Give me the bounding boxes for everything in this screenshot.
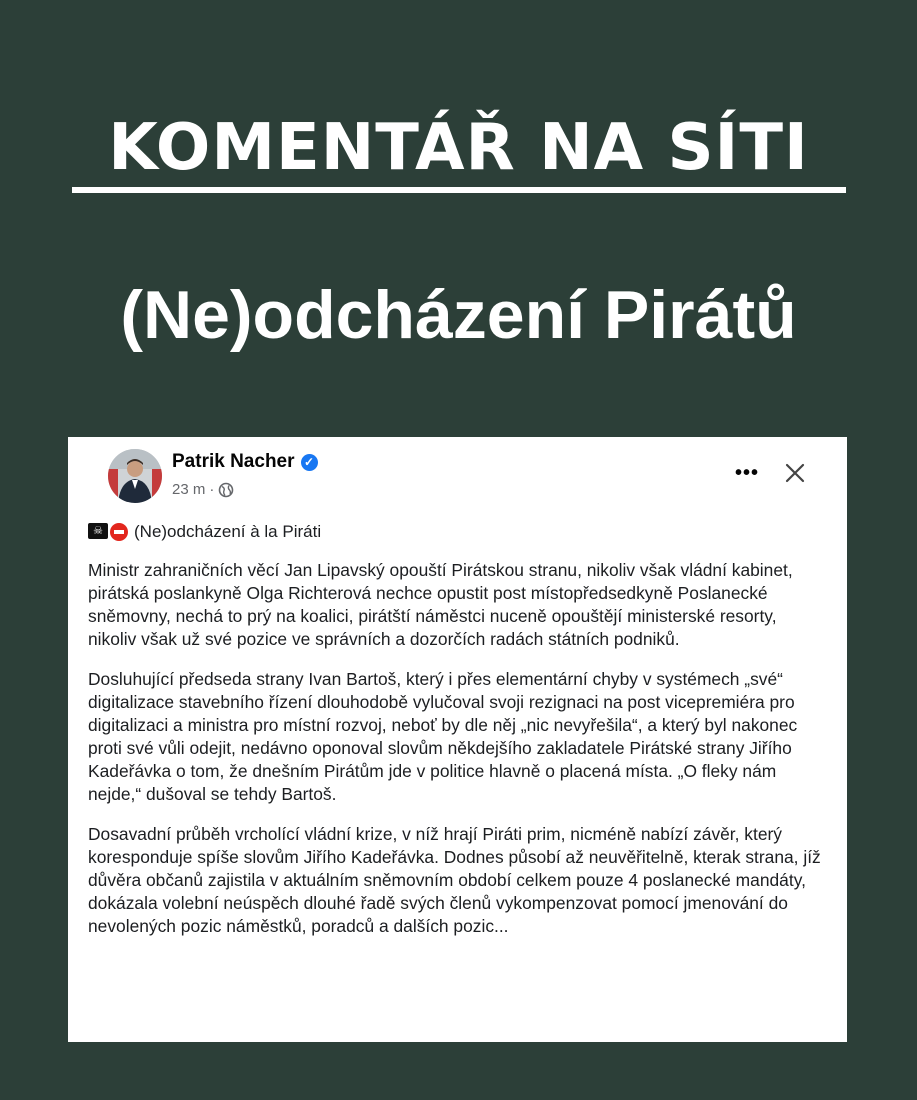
more-options-icon[interactable]: ••• [734, 462, 759, 484]
subheadline: (Ne)odcházení Pirátů [120, 277, 797, 353]
no-entry-icon [110, 523, 128, 541]
facebook-post-card [68, 437, 847, 1042]
post-header [88, 437, 827, 521]
globe-icon [218, 482, 234, 498]
post-title-line [88, 521, 827, 543]
post-time[interactable]: 23 m [172, 481, 206, 498]
post-paragraph: Ministr zahraničních věcí Jan Lipavský opouští Pirátskou stranu, nikoliv však vládní kabinet, pirátská poslankyně Olga Richterová nechce opustit post místopředsedkyně Poslanecké sněmovny, nechá to prý na koalici, pirátští náměstci nuceně opouštějí ministerské resorty, nikoliv však už své pozice ve správních a dozorčích radách státních podniků. [88, 560, 793, 649]
meta-separator: · [209, 481, 215, 498]
post-body [88, 559, 827, 938]
post-paragraph: Dosluhující předseda strany Ivan Bartoš, který i přes elementární chyby v systémech „své“ digitalizace stavebního řízení dlouhodobě vylučoval svoji rezignaci na post vicepremiéra pro digitalizaci a ministra pro místní rozvoj, neboť by dle něj „nic nevyřešila“, a který byl nakonec proti své vůli odejit, nedávno oponoval slovům někdejšího zakladatele Pirátské strany Jiřího Kadeřávka o tom, že dnešním Pirátům jde v politice hlavně o placená místa. „O fleky nám nejde,“ dušoval se tehdy Bartoš. [88, 669, 798, 804]
avatar[interactable] [108, 449, 162, 503]
headline: KOMENTÁŘ NA SÍTI [108, 111, 809, 185]
post-paragraph: Dosavadní průběh vrcholící vládní krize, v níž hrají Piráti prim, nicméně nabízí závěr, který koresponduje spíše slovům Jiřího Kadeřávka. Dodnes působí až neuvěřitelně, kterak strana, jíž důvěra občanů zajistila v aktuálním sněmovním období celkem pouze 4 poslanecké mandáty, dokázala volební neúspěch dlouhé řadě svých členů vykompenzovat pomocí jmenování do nevolených pozic náměstků, poradců a dalších pozic... [88, 824, 821, 936]
author-name-row [172, 451, 318, 473]
headline-underline [72, 187, 846, 193]
pirate-flag-icon: ☠ [88, 523, 108, 539]
close-icon[interactable] [783, 461, 807, 485]
title-emojis [88, 523, 128, 541]
post-title: (Ne)odcházení à la Piráti [134, 522, 322, 541]
author-name[interactable]: Patrik Nacher [172, 451, 295, 472]
post-meta [172, 481, 234, 498]
verified-badge-icon: ✓ [301, 454, 318, 471]
